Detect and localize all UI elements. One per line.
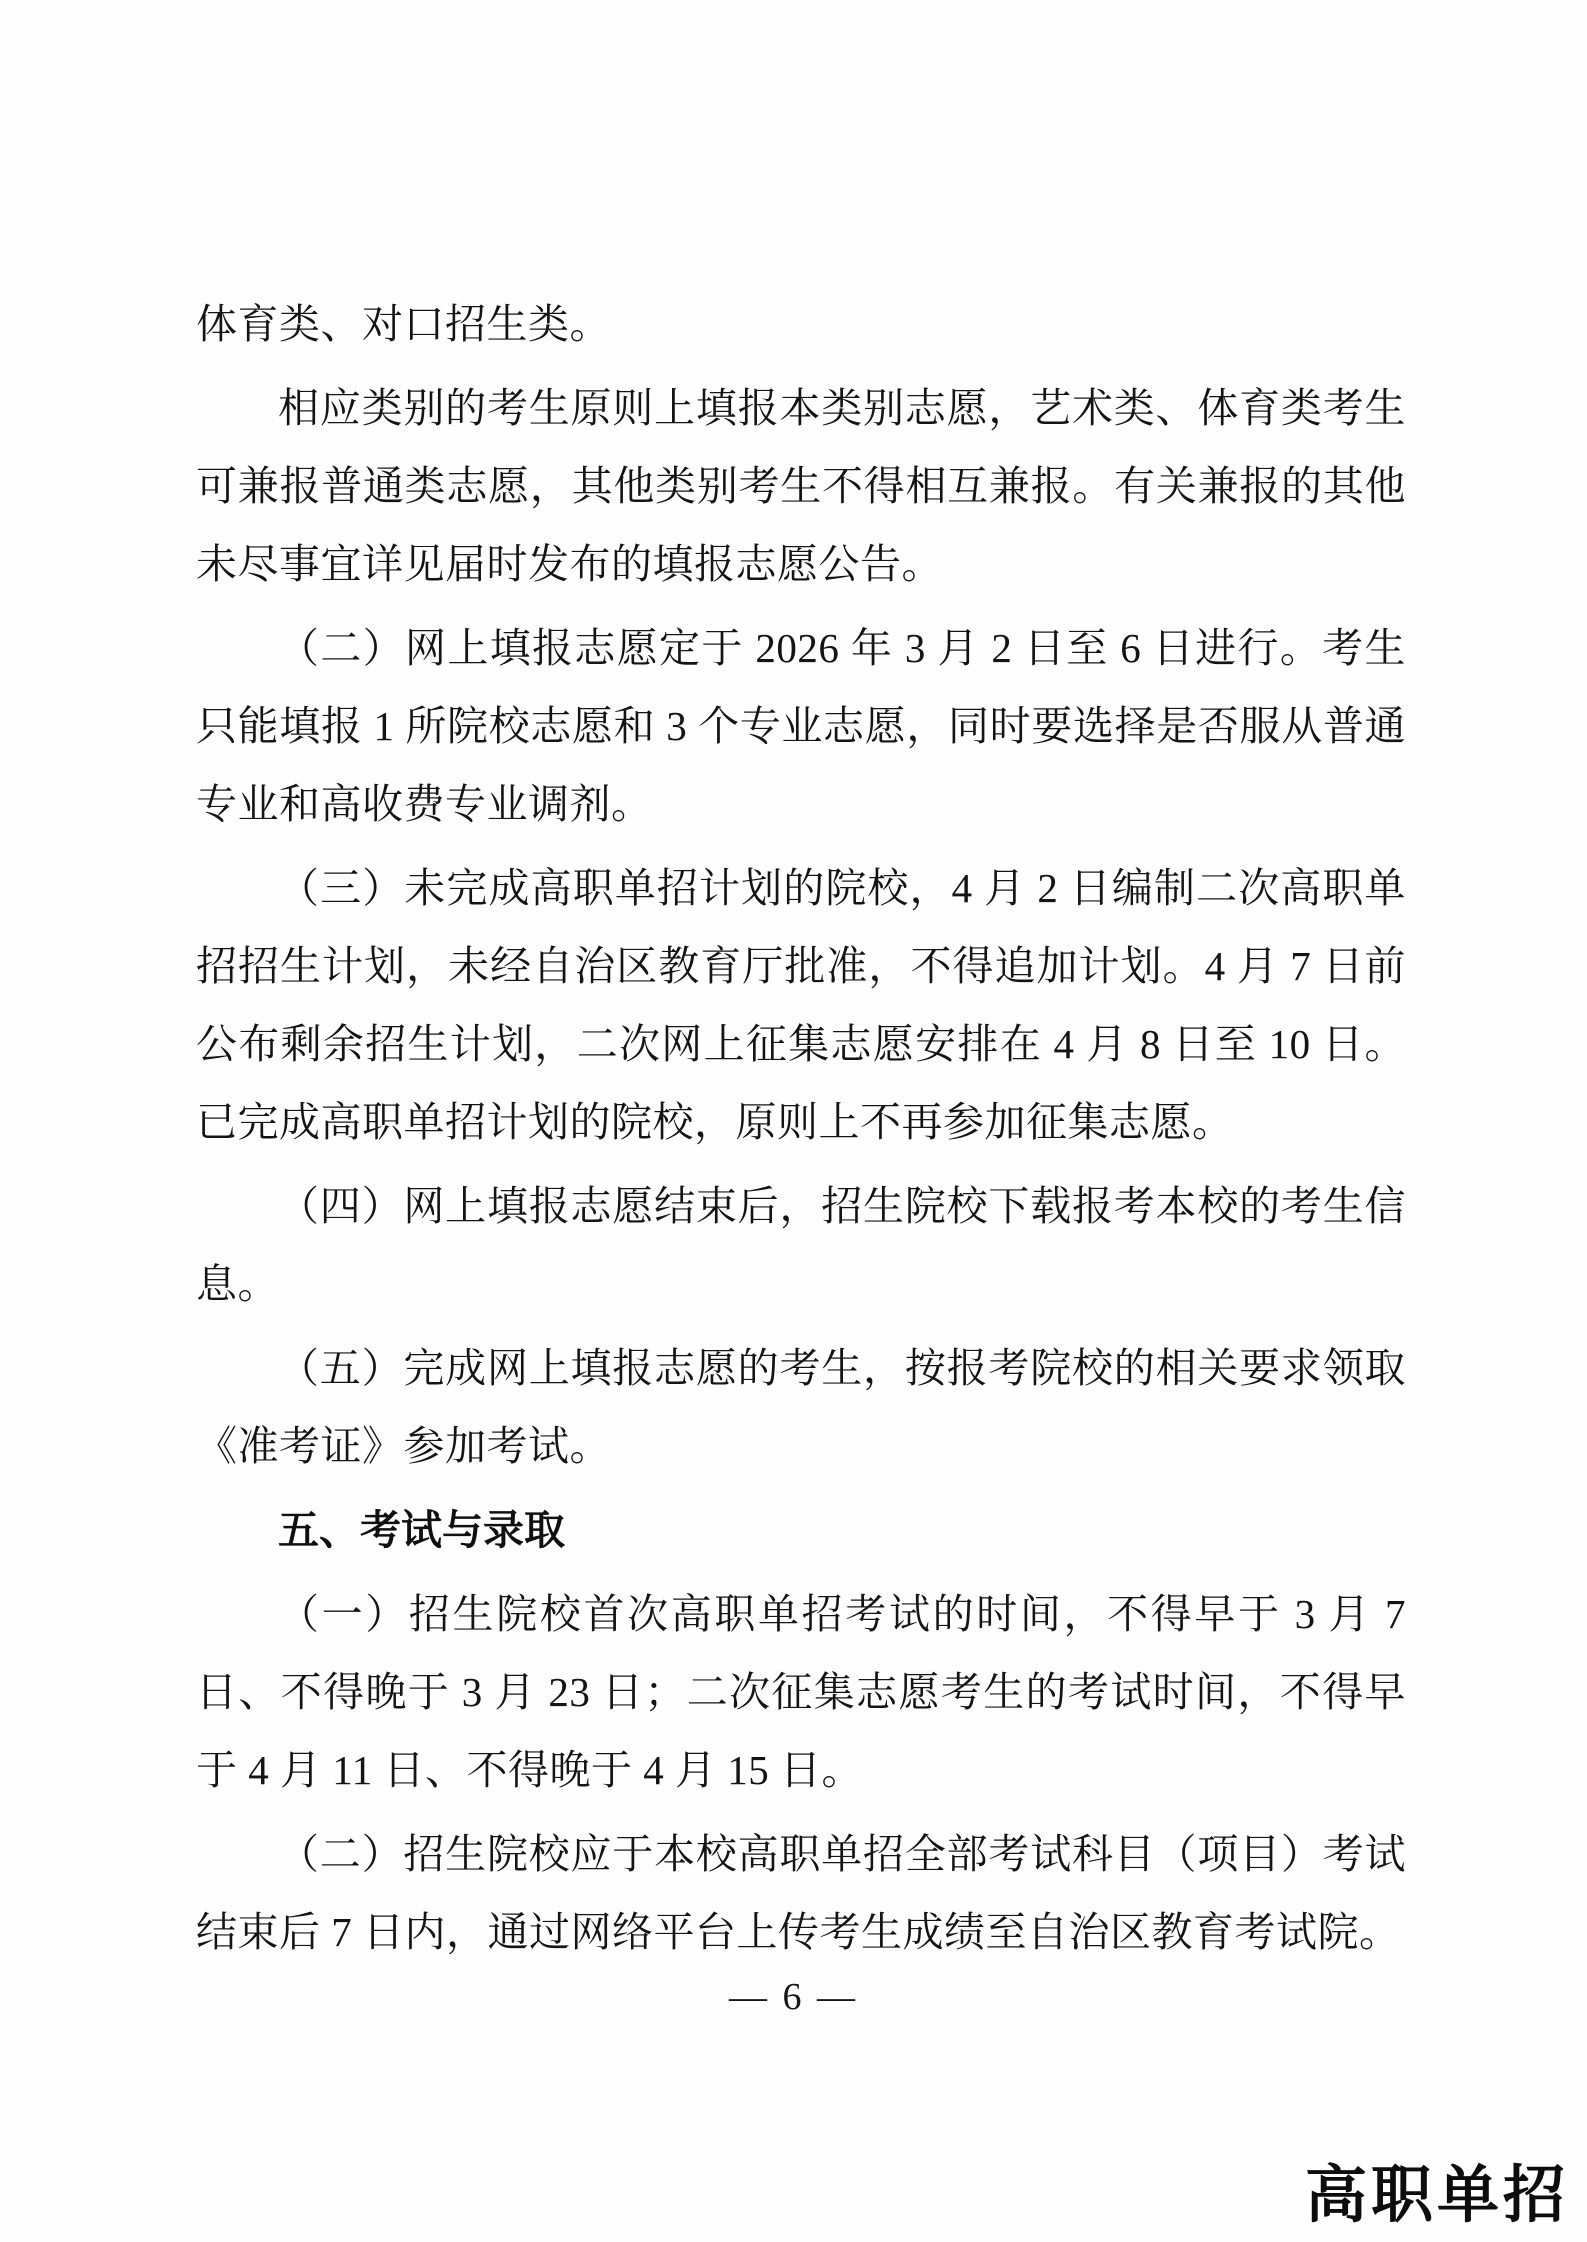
watermark: 高职单招 xyxy=(1304,2161,1569,2230)
section-heading-exam-and-admission: 五、考试与录取 xyxy=(278,1507,565,1553)
page-number: — 6 — xyxy=(729,1976,858,2018)
paragraph-item-3: （三）未完成高职单招计划的院校，4 月 2 日编制二次高职单招招生计划，未经自治区教育厅批准，不得追加计划。4 月 7 日前公布剩余招生计划，二次网上征集志愿安排在 4 月 8 日至 10 日。已完成高职单招计划的院校，原则上不再参加征集志愿。 xyxy=(196,865,1406,1145)
document-body xyxy=(196,285,1406,1977)
paragraph-item-4: （四）网上填报志愿结束后，招生院校下载报考本校的考生信息。 xyxy=(196,1183,1406,1307)
paragraph-exam-2: （二）招生院校应于本校高职单招全部考试科目（项目）考试结束后 7 日内，通过网络平台上传考生成绩至自治区教育考试院。 xyxy=(196,1831,1406,1955)
paragraph-item-2: （二）网上填报志愿定于 2026 年 3 月 2 日至 6 日进行。考生只能填报 1 所院校志愿和 3 个专业志愿，同时要选择是否服从普通专业和高收费专业调剂。 xyxy=(196,625,1406,827)
paragraph-category-continuation: 体育类、对口招生类。 xyxy=(196,301,611,347)
paragraph-category-rules: 相应类别的考生原则上填报本类别志愿，艺术类、体育类考生可兼报普通类志愿，其他类别考生不得相互兼报。有关兼报的其他未尽事宜详见届时发布的填报志愿公告。 xyxy=(196,385,1406,587)
paragraph-exam-1: （一）招生院校首次高职单招考试的时间，不得早于 3 月 7 日、不得晚于 3 月 23 日；二次征集志愿考生的考试时间，不得早于 4 月 11 日、不得晚于 4 月 15 日。 xyxy=(196,1591,1406,1793)
paragraph-item-5: （五）完成网上填报志愿的考生，按报考院校的相关要求领取《准考证》参加考试。 xyxy=(196,1345,1406,1469)
